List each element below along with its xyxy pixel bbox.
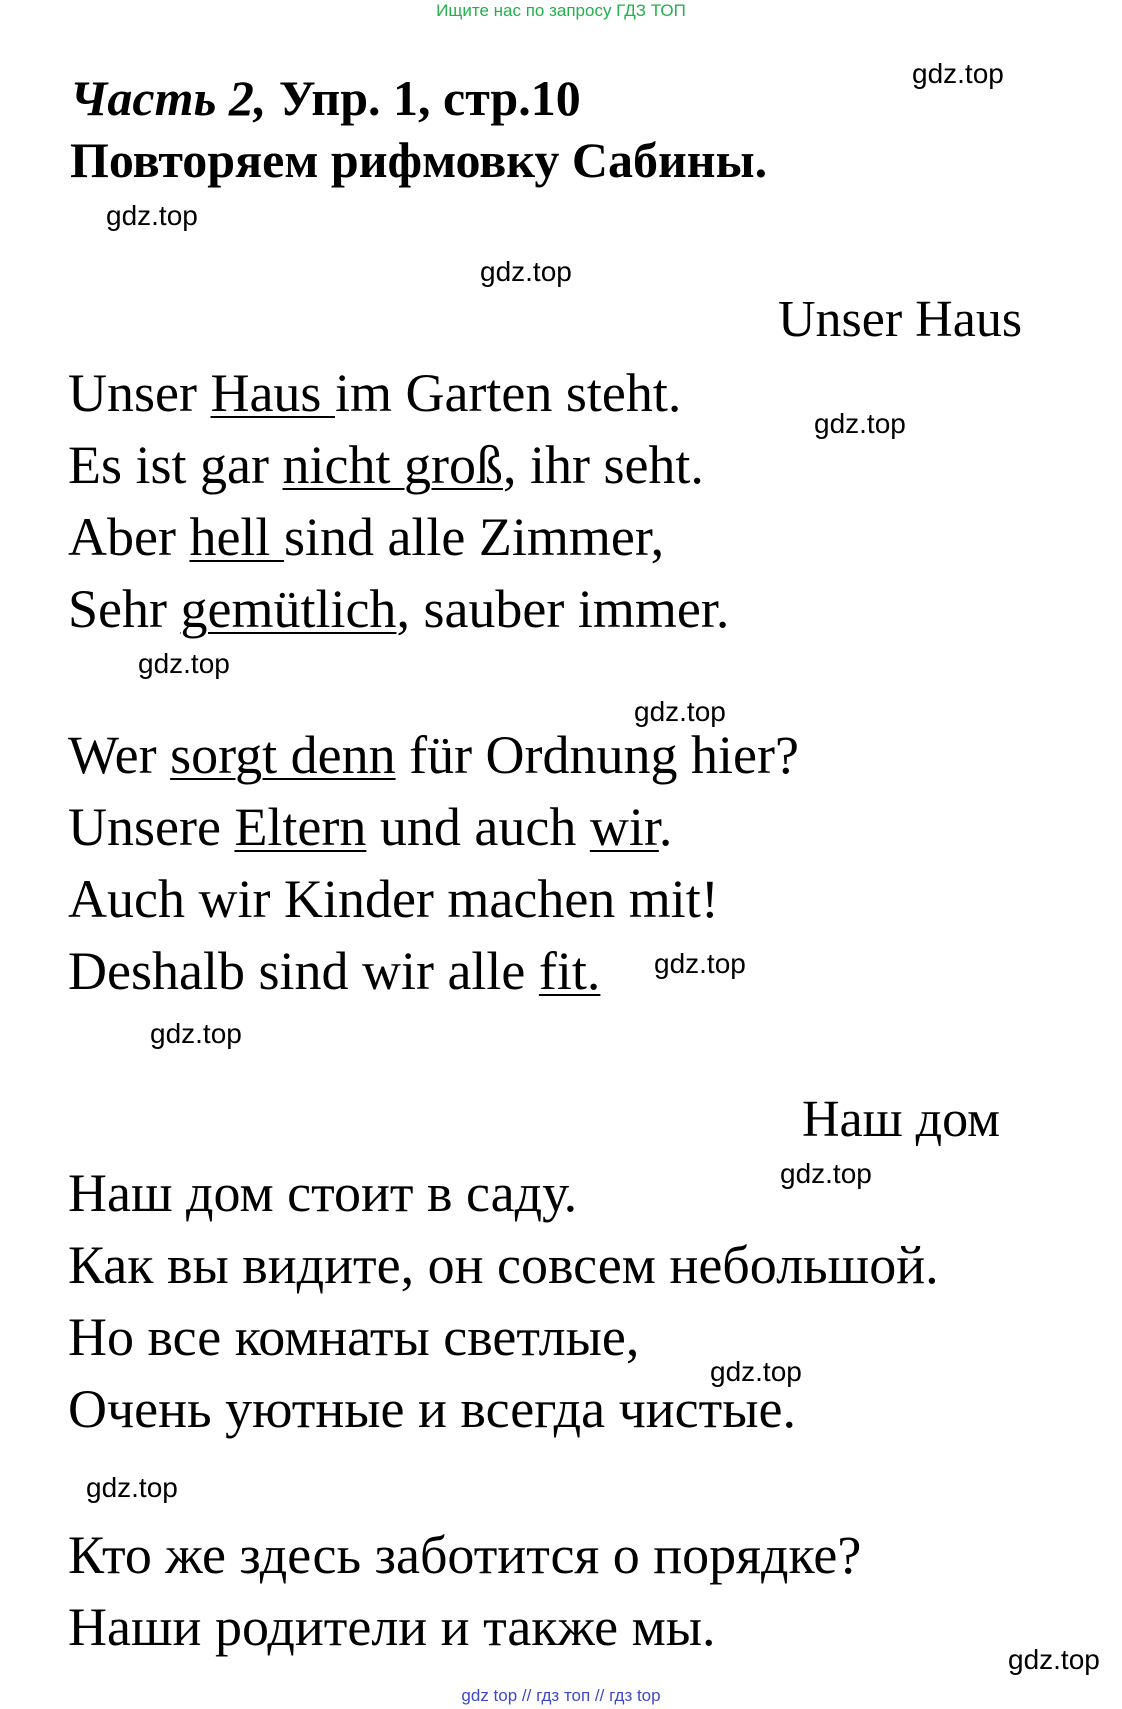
watermark: gdz.top <box>480 256 572 287</box>
watermark: gdz.top <box>150 1018 242 1049</box>
poem-line: Но все комнаты светлые, <box>68 1307 640 1367</box>
poem-line: Auch wir Kinder machen mit! <box>68 869 719 929</box>
poem-line: Wer sorgt denn für Ordnung hier? <box>68 725 799 785</box>
russian-poem-title: Наш дом <box>802 1091 1001 1148</box>
watermark: gdz.top <box>912 58 1004 89</box>
footer-links[interactable]: gdz top // гдз топ // гдз top <box>461 1686 661 1705</box>
watermark: gdz.top <box>780 1158 872 1189</box>
poem-line: Наш дом стоит в саду. <box>68 1163 578 1223</box>
exercise-subtitle: Повторяем рифмовку Сабины. <box>70 132 768 188</box>
poem-line: Как вы видите, он совсем небольшой. <box>68 1235 939 1295</box>
top-banner-link[interactable]: Ищите нас по запросу ГДЗ ТОП <box>436 1 686 20</box>
poem-line: Unsere Eltern und auch wir. <box>68 797 673 857</box>
watermark: gdz.top <box>654 948 746 979</box>
poem-line: Es ist gar nicht groß, ihr seht. <box>68 435 704 495</box>
watermark: gdz.top <box>106 200 198 231</box>
german-poem-title: Unser Haus <box>778 291 1023 348</box>
watermark: gdz.top <box>634 696 726 727</box>
poem-line: Deshalb sind wir alle fit. <box>68 941 601 1001</box>
poem-line: Aber hell sind alle Zimmer, <box>68 507 665 567</box>
poem-line: Наши родители и также мы. <box>68 1597 716 1657</box>
watermark: gdz.top <box>138 648 230 679</box>
watermark: gdz.top <box>1008 1644 1100 1675</box>
watermark: gdz.top <box>86 1472 178 1503</box>
exercise-label: Упр. 1, стр.10 <box>266 70 581 126</box>
watermark: gdz.top <box>710 1356 802 1387</box>
poem-line: Unser Haus im Garten steht. <box>68 363 682 423</box>
poem-line: Кто же здесь заботится о порядке? <box>68 1525 862 1585</box>
watermark: gdz.top <box>814 408 906 439</box>
poem-line: Sehr gemütlich, sauber immer. <box>68 579 730 639</box>
part-label: Часть 2, <box>70 70 267 126</box>
exercise-heading <box>70 70 581 126</box>
poem-line: Очень уютные и всегда чистые. <box>68 1379 796 1439</box>
